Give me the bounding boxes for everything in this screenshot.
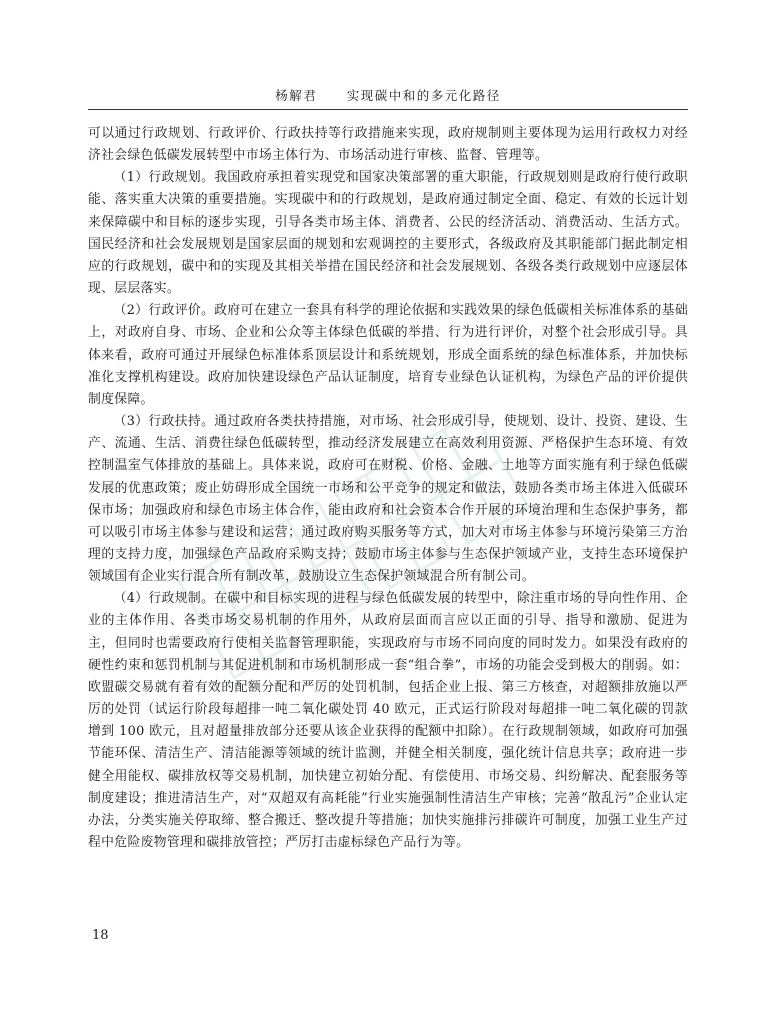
running-header xyxy=(88,86,688,106)
header-divider xyxy=(88,109,688,110)
paragraph-administrative-planning: （1）行政规划。我国政府承担着实现党和国家决策部署的重大职能，行政规划则是政府行使行政职能、落实重大决策的重要措施。实现碳中和的行政规划，是政府通过制定全面、稳定、有效的长远计划来保障碳中和目标的逐步实现，引导各类市场主体、消费者、公民的经济活动、消费活动、生活方式。国民经济和社会发展规划是国家层面的规划和宏观调控的主要形式，各级政府及其职能部门据此制定相应的行政规划，碳中和的实现及其相关举措在国民经济和社会发展规划、各级各类行政规划中应逐层体现、层层落实。 xyxy=(88,170,688,297)
header-title: 实现碳中和的多元化路径 xyxy=(346,88,501,103)
article-body xyxy=(88,123,688,854)
header-author: 杨解君 xyxy=(275,88,318,103)
paragraph-intro: 可以通过行政规划、行政评价、行政扶持等行政措施来实现，政府规制则主要体现为运用行政权力对经济社会绿色低碳发展转型中市场主体行为、市场活动进行审核、监督、管理等。 xyxy=(88,126,688,164)
paragraph-administrative-support: （3）行政扶持。通过政府各类扶持措施，对市场、社会形成引导，使规划、设计、投资、建设、生产、流通、生活、消费往绿色低碳转型，推动经济发展建立在高效利用资源、严格保护生态环境、有效控制温室气体排放的基础上。具体来说，政府可在财税、价格、金融、土地等方面实施有利于绿色低碳发展的优惠政策；废止妨碍形成全国统一市场和公平竞争的规定和做法，鼓励各类市场主体进入低碳环保市场；加强政府和绿色市场主体合作，能由政府和社会资本合作开展的环境治理和生态保护事务，都可以吸引市场主体参与建设和运营；通过政府购买服务等方式，加大对市场主体参与环境污染第三方治理的支持力度，加强绿色产品政府采购支持；鼓励市场主体参与生态保护领域产业，支持生态环境保护领域国有企业实行混合所有制改革，鼓励设立生态保护领域混合所有制公司。 xyxy=(88,414,688,585)
paragraph-administrative-regulation: （4）行政规制。在碳中和目标实现的进程与绿色低碳发展的转型中，除注重市场的导向性作用、企业的主体作用、各类市场交易机制的作用外，从政府层面而言应以正面的引导、指导和激励、促进为主，但同时也需要政府行使相关监督管理职能，实现政府与市场不同向度的同时发力。如果没有政府的硬性约束和惩罚机制与其促进机制和市场机制形成一套“组合拳”，市场的功能会受到极大的削弱。如：欧盟碳交易就有着有效的配额分配和严厉的处罚机制，包括企业上报、第三方核查，对超额排放施以严厉的处罚（试运行阶段每超排一吨二氧化碳处罚 40 欧元，正式运行阶段对每超排一吨二氧化碳的罚款增到 100 欧元，且对超量排放部分还要从该企业获得的配额中扣除）。在行政规制领域，如政府可加强节能环保、清洁生产、清洁能源等领域的统计监测，并健全相关制度，强化统计信息共享；政府进一步健全用能权、碳排放权等交易机制，加快建立初始分配、有偿使用、市场交易、纠纷解决、配套服务等制度建设；推进清洁生产，对“双超双有高耗能”行业实施强制性清洁生产审核；完善“散乱污”企业认定办法，分类实施关停取缔、整合搬迁、整改提升等措施；加快实施排污排碳许可制度，加强工业生产过程中危险废物管理和碳排放管控；严厉打击虚标绿色产品行为等。 xyxy=(88,591,688,850)
page-number: 18 xyxy=(92,928,109,943)
paragraph-administrative-evaluation: （2）行政评价。政府可在建立一套具有科学的理论依据和实践效果的绿色低碳相关标准体系的基础上，对政府自身、市场、企业和公众等主体绿色低碳的举措、行为进行评价，对整个社会形成引导。具体来看，政府可通过开展绿色标准体系顶层设计和系统规划，形成全面系统的绿色标准体系，并加快标准化支撑机构建设。政府加快建设绿色产品认证制度，培育专业绿色认证机构，为绿色产品的评价提供制度保障。 xyxy=(88,303,688,407)
